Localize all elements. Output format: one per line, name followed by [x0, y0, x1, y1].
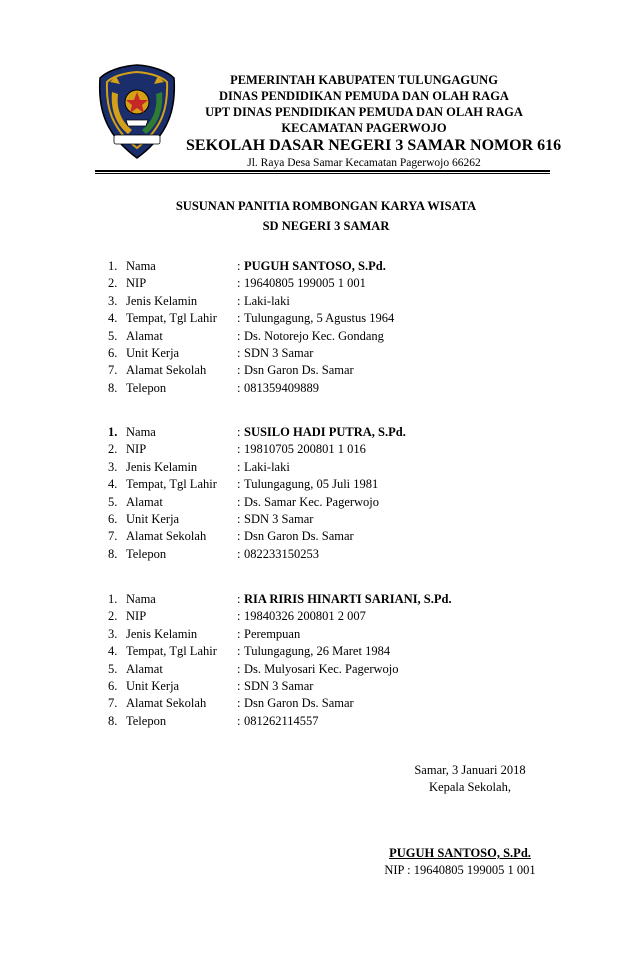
row-value: Ds. Mulyosari Kec. Pagerwojo	[244, 661, 399, 676]
letterhead	[186, 72, 562, 171]
letterhead-divider-thick	[95, 170, 550, 172]
row-value: Laki-laki	[244, 459, 290, 474]
letterhead-line-district: KECAMATAN PAGERWOJO	[281, 121, 447, 135]
row-separator: :	[237, 477, 241, 492]
row-label: Unit Kerja	[126, 345, 180, 360]
member-row	[108, 275, 568, 292]
member-row	[108, 328, 568, 345]
row-label: NIP	[126, 442, 147, 457]
row-separator: :	[237, 328, 241, 343]
row-separator: :	[237, 293, 241, 308]
member-row	[108, 380, 568, 397]
member-row	[108, 362, 568, 379]
row-value: Dsn Garon Ds. Samar	[244, 529, 354, 544]
row-number: 7.	[108, 696, 118, 711]
row-value: Perempuan	[244, 626, 301, 641]
row-separator: :	[237, 511, 241, 526]
member-row	[108, 511, 568, 528]
row-label: Telepon	[126, 546, 167, 561]
member-row	[108, 494, 568, 511]
row-value: Tulungagung, 26 Maret 1984	[244, 644, 391, 659]
row-number: 4.	[108, 477, 118, 492]
signature-name: PUGUH SANTOSO, S.Pd.	[389, 846, 531, 860]
row-number: 3.	[108, 293, 118, 308]
row-label: Alamat Sekolah	[126, 696, 207, 711]
row-value: 19810705 200801 1 016	[244, 442, 366, 457]
row-number: 3.	[108, 626, 118, 641]
member-row	[108, 678, 568, 695]
row-label: Unit Kerja	[126, 511, 180, 526]
row-number: 5.	[108, 328, 118, 343]
row-label: Alamat	[126, 328, 163, 343]
member-row	[108, 591, 568, 608]
member-row	[108, 546, 568, 563]
row-value: SDN 3 Samar	[244, 345, 314, 360]
row-value: Dsn Garon Ds. Samar	[244, 363, 354, 378]
row-separator: :	[237, 425, 241, 439]
row-label: Jenis Kelamin	[126, 459, 198, 474]
committee-member-1	[108, 258, 568, 397]
row-number: 4.	[108, 644, 118, 659]
row-number: 6.	[108, 511, 118, 526]
row-separator: :	[237, 363, 241, 378]
row-separator: :	[237, 609, 241, 624]
committee-member-2	[108, 424, 568, 563]
row-value: 081359409889	[244, 380, 319, 395]
row-number: 7.	[108, 529, 118, 544]
document-title-line2: SD NEGERI 3 SAMAR	[262, 219, 390, 233]
row-label: Tempat, Tgl Lahir	[126, 644, 217, 659]
member-row	[108, 441, 568, 458]
row-number: 2.	[108, 609, 118, 624]
row-separator: :	[237, 644, 241, 659]
row-value: 19640805 199005 1 001	[244, 276, 366, 291]
letterhead-address: Jl. Raya Desa Samar Kecamatan Pagerwojo 66262	[247, 157, 481, 169]
row-separator: :	[237, 459, 241, 474]
row-separator: :	[237, 546, 241, 561]
row-label: Jenis Kelamin	[126, 293, 198, 308]
letterhead-divider-thin	[95, 173, 550, 174]
row-value: Dsn Garon Ds. Samar	[244, 696, 354, 711]
row-label: Nama	[126, 592, 156, 606]
member-row	[108, 258, 568, 275]
member-row	[108, 459, 568, 476]
row-value: 19840326 200801 2 007	[244, 609, 366, 624]
row-number: 6.	[108, 678, 118, 693]
row-number: 7.	[108, 363, 118, 378]
signature-place-date: Samar, 3 Januari 2018	[414, 763, 526, 777]
letterhead-line-government: PEMERINTAH KABUPATEN TULUNGAGUNG	[230, 73, 498, 87]
row-label: Nama	[126, 259, 156, 273]
row-separator: :	[237, 380, 241, 395]
member-row	[108, 528, 568, 545]
row-label: NIP	[126, 276, 147, 291]
row-value: SDN 3 Samar	[244, 678, 314, 693]
row-label: Alamat	[126, 494, 163, 509]
row-separator: :	[237, 442, 241, 457]
row-number: 5.	[108, 494, 118, 509]
row-separator: :	[237, 276, 241, 291]
member-row	[108, 293, 568, 310]
document-title	[100, 196, 552, 236]
row-value: 081262114557	[244, 713, 319, 728]
member-row	[108, 626, 568, 643]
row-number: 2.	[108, 442, 118, 457]
row-label: Telepon	[126, 380, 167, 395]
member-row	[108, 476, 568, 493]
row-number: 4.	[108, 311, 118, 326]
row-separator: :	[237, 259, 241, 273]
row-label: Unit Kerja	[126, 678, 180, 693]
row-separator: :	[237, 529, 241, 544]
row-label: Jenis Kelamin	[126, 626, 198, 641]
member-row	[108, 661, 568, 678]
row-separator: :	[237, 345, 241, 360]
row-value: Ds. Samar Kec. Pagerwojo	[244, 494, 380, 509]
row-separator: :	[237, 311, 241, 326]
row-separator: :	[237, 494, 241, 509]
member-row	[108, 310, 568, 327]
row-label: Telepon	[126, 713, 167, 728]
row-number: 8.	[108, 713, 118, 728]
row-value: Ds. Notorejo Kec. Gondang	[244, 328, 384, 343]
signature-role: Kepala Sekolah,	[429, 780, 511, 794]
row-separator: :	[237, 592, 241, 606]
member-row	[108, 424, 568, 441]
document-title-line1: SUSUNAN PANITIA ROMBONGAN KARYA WISATA	[175, 199, 477, 213]
row-label: Alamat	[126, 661, 163, 676]
row-separator: :	[237, 661, 241, 676]
row-separator: :	[237, 696, 241, 711]
row-number: 1.	[108, 259, 118, 273]
signature-nip: NIP : 19640805 199005 1 001	[384, 863, 536, 877]
row-label: Tempat, Tgl Lahir	[126, 477, 217, 492]
member-row	[108, 695, 568, 712]
member-row	[108, 345, 568, 362]
row-number: 5.	[108, 661, 118, 676]
member-row	[108, 608, 568, 625]
row-label: NIP	[126, 609, 147, 624]
letterhead-line-department: DINAS PENDIDIKAN PEMUDA DAN OLAH RAGA	[219, 89, 509, 103]
letterhead-school-name: SEKOLAH DASAR NEGERI 3 SAMAR NOMOR 616	[186, 137, 562, 154]
row-number: 2.	[108, 276, 118, 291]
row-value: Tulungagung, 05 Juli 1981	[244, 477, 379, 492]
committee-member-3	[108, 591, 568, 730]
row-number: 1.	[108, 425, 118, 439]
row-value: SDN 3 Samar	[244, 511, 314, 526]
row-value: Tulungagung, 5 Agustus 1964	[244, 311, 395, 326]
row-value: Laki-laki	[244, 293, 290, 308]
row-number: 3.	[108, 459, 118, 474]
member-name: RIA RIRIS HINARTI SARIANI, S.Pd.	[244, 592, 452, 606]
member-name: SUSILO HADI PUTRA, S.Pd.	[244, 425, 406, 439]
member-row	[108, 643, 568, 660]
row-label: Nama	[126, 425, 156, 439]
row-label: Alamat Sekolah	[126, 529, 207, 544]
member-row	[108, 713, 568, 730]
letterhead-line-upt: UPT DINAS PENDIDIKAN PEMUDA DAN OLAH RAGA	[205, 105, 523, 119]
row-separator: :	[237, 713, 241, 728]
row-separator: :	[237, 626, 241, 641]
row-number: 1.	[108, 592, 118, 606]
member-name: PUGUH SANTOSO, S.Pd.	[244, 259, 386, 273]
row-number: 6.	[108, 345, 118, 360]
row-label: Alamat Sekolah	[126, 363, 207, 378]
row-label: Tempat, Tgl Lahir	[126, 311, 217, 326]
row-number: 8.	[108, 380, 118, 395]
regency-emblem-logo	[96, 62, 178, 162]
row-value: 082233150253	[244, 546, 319, 561]
row-number: 8.	[108, 546, 118, 561]
row-separator: :	[237, 678, 241, 693]
